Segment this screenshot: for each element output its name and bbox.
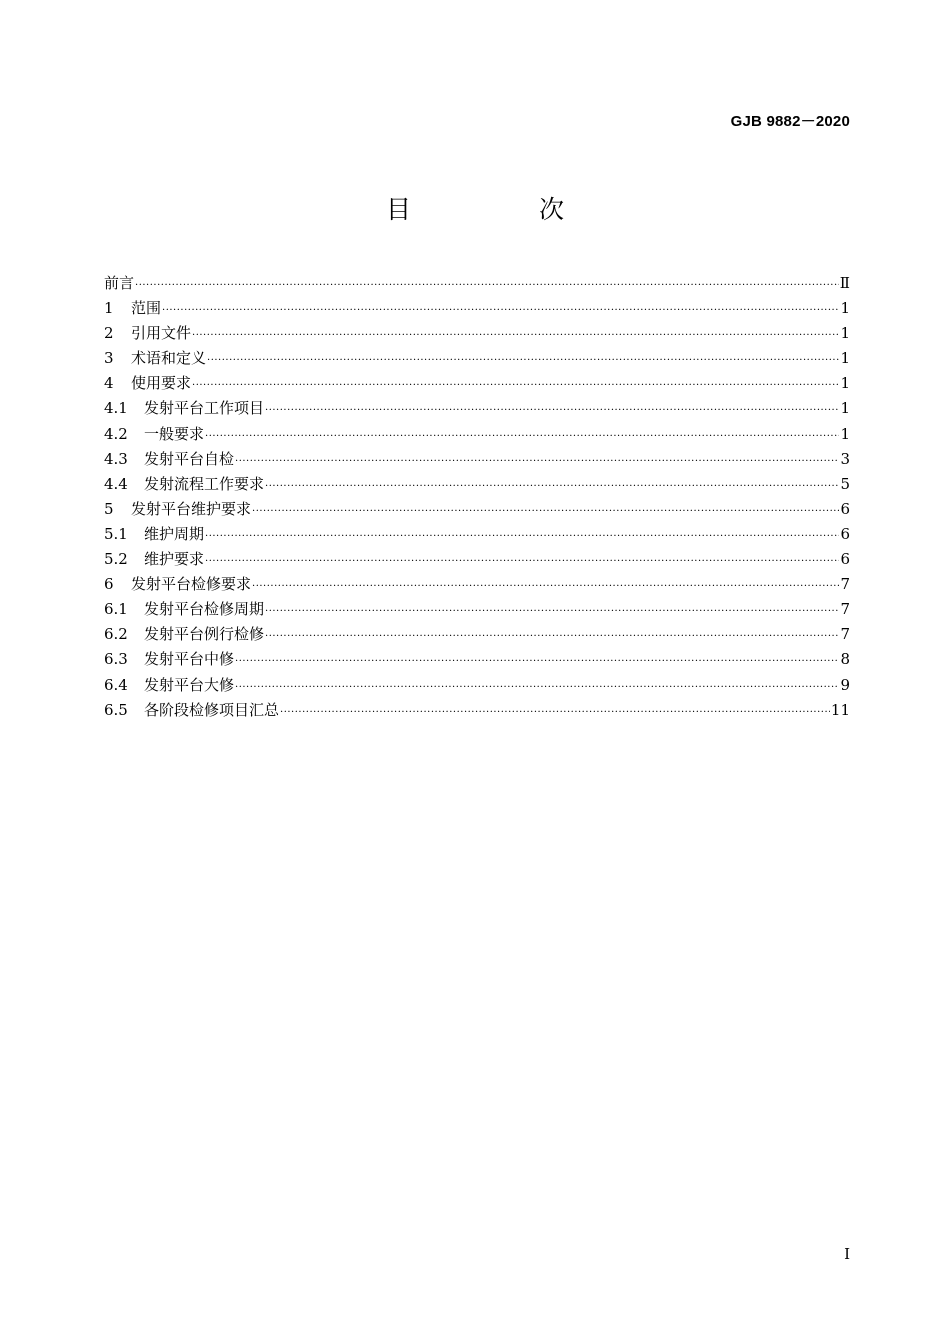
toc-entry[interactable] bbox=[104, 296, 850, 321]
page-number: I bbox=[844, 1245, 850, 1263]
toc-entry-page: 11 bbox=[830, 700, 850, 719]
toc-entry-page: 7 bbox=[840, 600, 850, 619]
toc-entry-number: 4.1 bbox=[104, 399, 128, 418]
toc-dot-leader bbox=[235, 649, 839, 674]
toc-entry-page: 5 bbox=[840, 474, 850, 493]
toc-entry[interactable] bbox=[104, 371, 850, 396]
toc-entry-number: 6.2 bbox=[104, 625, 128, 644]
toc-entry-page: Ⅱ bbox=[839, 274, 850, 292]
toc-entry-number: 4.4 bbox=[104, 474, 128, 493]
toc-entry-page: 7 bbox=[840, 575, 850, 594]
toc-entry-page: 6 bbox=[840, 524, 850, 543]
toc-dot-leader bbox=[205, 549, 839, 574]
toc-dot-leader bbox=[207, 348, 839, 373]
toc-entry-number: 6 bbox=[104, 575, 114, 594]
toc-entry-page: 1 bbox=[840, 299, 850, 318]
toc-entry[interactable] bbox=[104, 698, 850, 723]
toc-entry-title: 各阶段检修项目汇总 bbox=[144, 700, 280, 719]
toc-dot-leader bbox=[192, 323, 839, 348]
toc-entry-page: 7 bbox=[840, 625, 850, 644]
toc-entry[interactable] bbox=[104, 396, 850, 421]
toc-entry[interactable] bbox=[104, 497, 850, 522]
toc-entry-title: 发射平台工作项目 bbox=[144, 399, 265, 418]
toc-entry-number: 5 bbox=[104, 499, 114, 518]
toc-entry-number: 6.1 bbox=[104, 600, 128, 619]
table-of-contents bbox=[104, 271, 850, 723]
toc-entry-title: 引用文件 bbox=[131, 324, 192, 343]
toc-entry-title: 发射平台维护要求 bbox=[131, 499, 252, 518]
toc-dot-leader bbox=[265, 474, 839, 499]
toc-entry-page: 1 bbox=[840, 349, 850, 368]
toc-entry-page: 8 bbox=[840, 650, 850, 669]
toc-entry-title: 发射平台自检 bbox=[144, 449, 235, 468]
toc-dot-leader bbox=[235, 675, 839, 700]
toc-entry-page: 1 bbox=[840, 324, 850, 343]
toc-dot-leader bbox=[162, 298, 839, 323]
toc-entry[interactable] bbox=[104, 673, 850, 698]
toc-entry[interactable] bbox=[104, 622, 850, 647]
toc-entry[interactable] bbox=[104, 422, 850, 447]
toc-dot-leader bbox=[265, 398, 839, 423]
toc-entry-page: 9 bbox=[840, 675, 850, 694]
toc-entry-title: 使用要求 bbox=[131, 374, 192, 393]
toc-entry-number: 5.1 bbox=[104, 524, 128, 543]
toc-entry-number: 6.4 bbox=[104, 675, 128, 694]
toc-dot-leader bbox=[235, 449, 839, 474]
toc-dot-leader bbox=[205, 424, 839, 449]
toc-entry-title: 发射平台中修 bbox=[144, 650, 235, 669]
toc-entry-page: 6 bbox=[840, 550, 850, 569]
toc-entry[interactable] bbox=[104, 271, 850, 296]
toc-dot-leader bbox=[252, 574, 839, 599]
toc-entry-number: 2 bbox=[104, 324, 114, 343]
toc-entry[interactable] bbox=[104, 472, 850, 497]
toc-entry[interactable] bbox=[104, 346, 850, 371]
toc-entry-number: 1 bbox=[104, 299, 114, 318]
toc-dot-leader bbox=[265, 624, 839, 649]
toc-entry-title: 发射平台大修 bbox=[144, 675, 235, 694]
toc-entry-title: 范围 bbox=[131, 299, 162, 318]
toc-dot-leader bbox=[265, 599, 839, 624]
toc-dot-leader bbox=[205, 524, 839, 549]
toc-entry-page: 6 bbox=[840, 499, 850, 518]
toc-entry-title: 维护要求 bbox=[144, 550, 205, 569]
toc-entry-title: 发射流程工作要求 bbox=[144, 474, 265, 493]
toc-entry-number: 4.3 bbox=[104, 449, 128, 468]
toc-entry[interactable] bbox=[104, 447, 850, 472]
toc-entry-title: 维护周期 bbox=[144, 524, 205, 543]
toc-dot-leader bbox=[280, 700, 830, 725]
toc-entry-title: 发射平台例行检修 bbox=[144, 625, 265, 644]
toc-entry-page: 1 bbox=[840, 374, 850, 393]
toc-entry-number: 4 bbox=[104, 374, 114, 393]
toc-entry[interactable] bbox=[104, 647, 850, 672]
toc-entry-page: 1 bbox=[840, 424, 850, 443]
toc-entry-page: 3 bbox=[840, 449, 850, 468]
toc-entry-number: 6.3 bbox=[104, 650, 128, 669]
toc-entry-title: 一般要求 bbox=[144, 424, 205, 443]
toc-entry-title: 前言 bbox=[104, 274, 135, 292]
toc-entry[interactable] bbox=[104, 547, 850, 572]
toc-dot-leader bbox=[135, 273, 839, 298]
toc-entry-number: 4.2 bbox=[104, 424, 128, 443]
toc-entry-title: 发射平台检修周期 bbox=[144, 600, 265, 619]
page-title: 目 次 bbox=[386, 195, 624, 224]
toc-entry-number: 5.2 bbox=[104, 550, 128, 569]
toc-dot-leader bbox=[252, 499, 839, 524]
document-number: GJB 9882－2020 bbox=[730, 113, 850, 130]
toc-entry-number: 3 bbox=[104, 349, 114, 368]
toc-entry[interactable] bbox=[104, 597, 850, 622]
toc-entry-page: 1 bbox=[840, 399, 850, 418]
toc-entry-number: 6.5 bbox=[104, 700, 128, 719]
toc-entry[interactable] bbox=[104, 321, 850, 346]
toc-entry-title: 发射平台检修要求 bbox=[131, 575, 252, 594]
toc-entry[interactable] bbox=[104, 522, 850, 547]
toc-dot-leader bbox=[192, 373, 839, 398]
toc-entry[interactable] bbox=[104, 572, 850, 597]
toc-entry-title: 术语和定义 bbox=[131, 349, 207, 368]
